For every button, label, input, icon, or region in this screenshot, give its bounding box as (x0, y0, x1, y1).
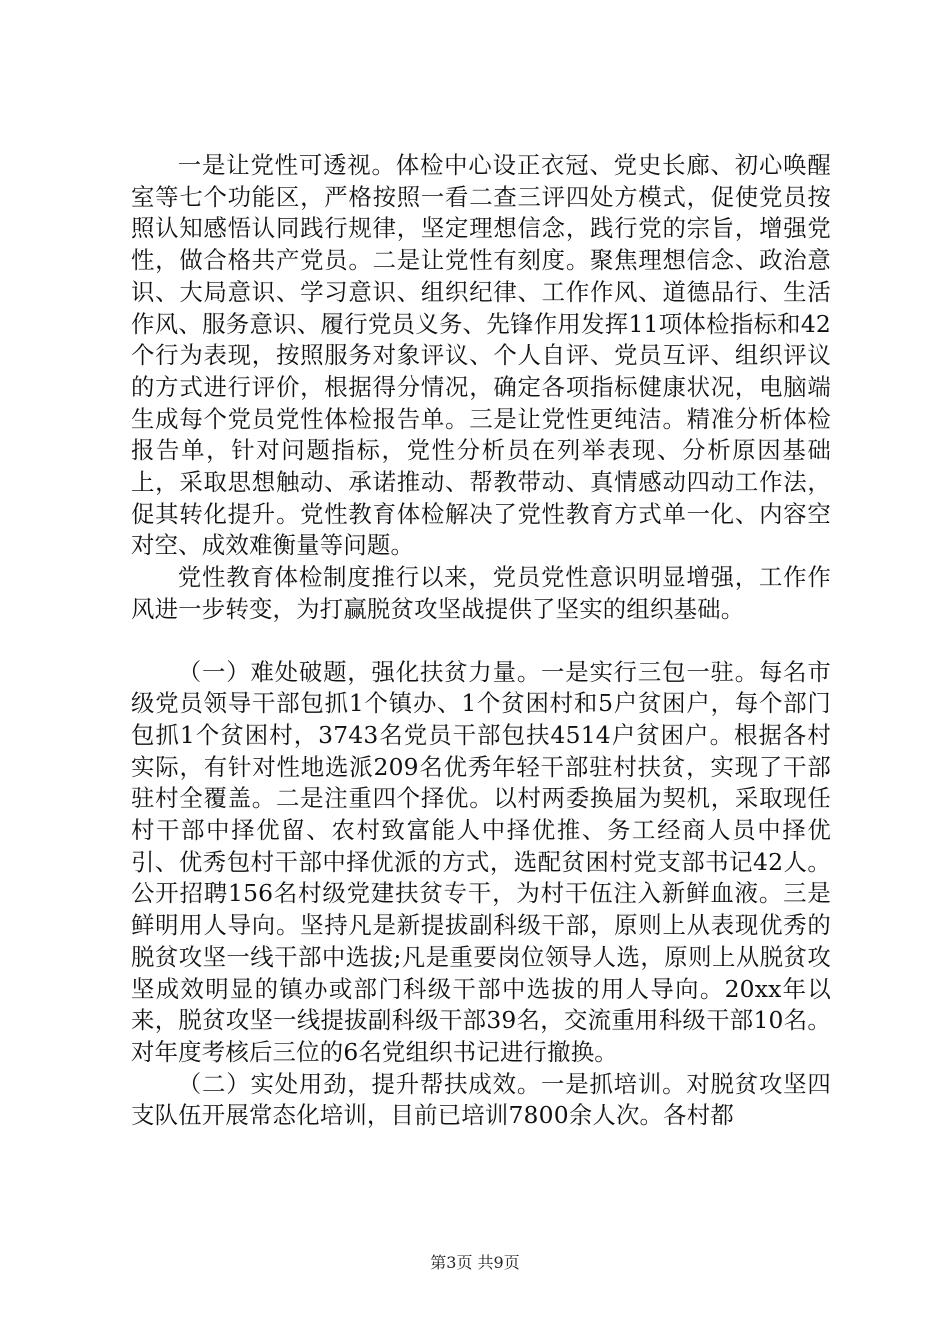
paragraph-section-1: （一）难处破题，强化扶贫力量。一是实行三包一驻。每名市级党员领导干部包抓1个镇办、1个贫困村和5户贫困户，每个部门包抓1个贫困村，3743名党员干部包扶4514户贫困户。根据各村实际，有针对性地选派209名优秀年轻干部驻村扶贫，实现了干部驻村全覆盖。二是注重四个择优。以村两委换届为契机，采取现任村干部中择优留、农村致富能人中择优推、务工经商人员中择优引、优秀包村干部中择优派的方式，选配贫困村党支部书记42人。公开招聘156名村级党建扶贫专干，为村干伍注入新鲜血液。三是鲜明用人导向。坚持凡是新提拔副科级干部，原则上从表现优秀的脱贫攻坚一线干部中选拔;凡是重要岗位领导人选，原则上从脱贫攻坚成效明显的镇办或部门科级干部中选拔的用人导向。20xx年以来，脱贫攻坚一线提拔副科级干部39名，交流重用科级干部10名。对年度考核后三位的6名党组织书记进行撤换。 (131, 657, 831, 1066)
page-number-footer: 第3页 共9页 (430, 1253, 520, 1272)
paragraph-section-2: （二）实处用劲，提升帮扶成效。一是抓培训。对脱贫攻坚四支队伍开展常态化培训，目前已培训7800余人次。各村都 (131, 1069, 831, 1130)
paragraph-checkup-results: 党性教育体检制度推行以来，党员党性意识明显增强，工作作风进一步转变，为打赢脱贫攻坚战提供了坚实的组织基础。 (131, 563, 831, 623)
document-body (131, 150, 831, 1132)
paragraph-party-spirit-checkup: 一是让党性可透视。体检中心设正衣冠、党史长廊、初心唤醒室等七个功能区，严格按照一看二查三评四处方模式，促使党员按照认知感悟认同践行规律，坚定理想信念，践行党的宗旨，增强党性，做合格共产党员。二是让党性有刻度。聚焦理想信念、政治意识、大局意识、学习意识、组织纪律、工作作风、道德品行、生活作风、服务意识、履行党员义务、先锋作用发挥11项体检指标和42个行为表现，按照服务对象评议、个人自评、党员互评、组织评议的方式进行评价，根据得分情况，确定各项指标健康状况，电脑端生成每个党员党性体检报告单。三是让党性更纯洁。精准分析体检报告单，针对问题指标，党性分析员在列举表现、分析原因基础上，采取思想触动、承诺推动、帮教带动、真情感动四动工作法，促其转化提升。党性教育体检解决了党性教育方式单一化、内容空对空、成效难衡量等问题。 (131, 151, 831, 560)
paragraph-spacer (131, 626, 831, 657)
